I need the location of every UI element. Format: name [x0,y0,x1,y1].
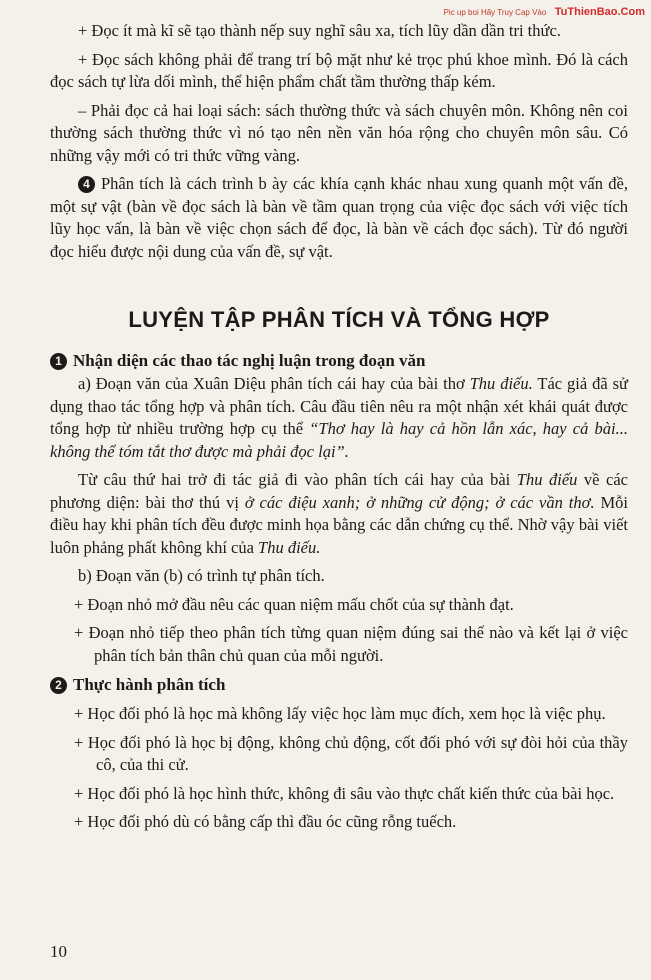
section-1-heading [50,349,628,373]
watermark-small-text: Pic up boi Hãy Truy Cap Vào [443,8,547,17]
watermark-site-link[interactable]: TuThienBao.Com [554,6,645,18]
number-1-icon: 1 [50,353,67,370]
list-item: + Đoạn nhỏ mở đầu nêu các quan niệm mấu chốt của sự thành đạt. [74,594,514,614]
page-number: 10 [50,942,67,961]
section-1-paragraph-a: a) Đoạn văn của Xuân Diệu phân tích cái hay của bài thơ Thu điếu. Tác giả đã sử dụng thao tác tổng hợp và phân tích. Câu đầu tiên nêu ra một nhận xét khái quát được tổng hợp từ nhiều trường hợp cụ thể “Thơ hay là hay cả hồn lẫn xác, hay cả bài... không thể tóm tắt thơ được mà phải đọc lại”. [50,374,628,461]
list-item: + Học đối phó là học mà không lấy việc học làm mục đích, xem học là việc phụ. [74,704,606,723]
watermark [444,2,645,20]
intro-paragraph-2: + Đọc sách không phải để trang trí bộ mặt như kẻ trọc phú khoe mình. Đó là cách đọc sách tự lừa dối mình, thể hiện phẩm chất tầm thường thấp kém. [50,49,628,91]
list-item: + Học đối phó là học bị động, không chủ động, cốt đối phó với sự đòi hỏi của thầy cô, của thi cử. [74,732,628,774]
list-item: + Đoạn nhỏ tiếp theo phân tích từng quan niệm đúng sai thế nào và kết lại ở việc phân tích bản thân chủ quan của mỗi người. [74,623,628,665]
document-page [50,20,628,834]
section-title: LUYỆN TẬP PHÂN TÍCH VÀ TỔNG HỢP [128,307,550,332]
number-4-icon: 4 [78,176,95,193]
section-2-heading-text: Thực hành phân tích [73,675,226,694]
section-2-heading [50,673,628,697]
intro-paragraph-1: + Đọc ít mà kĩ sẽ tạo thành nếp suy nghĩ sâu xa, tích lũy dần dần tri thức. [78,21,561,40]
list-item: + Học đối phó dù có bằng cấp thì đầu óc cũng rỗng tuếch. [74,812,457,831]
section-1-paragraph-c: b) Đoạn văn (b) có trình tự phân tích. [78,566,325,585]
intro-paragraph-4-text: Phân tích là cách trình b ày các khía cạnh khác nhau xung quanh một vấn đề, một sự vật (bàn về đọc sách là bàn về tầm quan trọng của việc đọc sách với việc tích lũy học vấn, là bàn về việc chọn sách để đọc, là bàn về cách đọc sách). Từ đó người đọc hiểu được nội dung của vấn đề, sự vật. [50,174,628,261]
section-1-paragraph-b: Từ câu thứ hai trở đi tác giả đi vào phân tích cái hay của bài Thu điếu về các phương diện: bài thơ thú vị ở các điệu xanh; ở những cử động; ở các vần thơ. Mỗi điều hay khi phân tích đều được minh họa bằng các dẫn chứng cụ thể. Nhờ vậy bài viết luôn phảng phất không khí của Thu điếu. [50,470,629,557]
list-item: + Học đối phó là học hình thức, không đi sâu vào thực chất kiến thức của bài học. [74,783,615,803]
section-1-heading-text: Nhận diện các thao tác nghị luận trong đoạn văn [73,351,426,370]
intro-paragraph-4 [50,173,628,263]
number-2-icon: 2 [50,677,67,694]
intro-paragraph-3: – Phải đọc cả hai loại sách: sách thường thức và sách chuyên môn. Không nên coi thường sách thường thức vì nó tạo nên nền văn hóa rộng cho chuyên môn sâu. Có những vậy mới có tri thức vững vàng. [50,100,628,165]
